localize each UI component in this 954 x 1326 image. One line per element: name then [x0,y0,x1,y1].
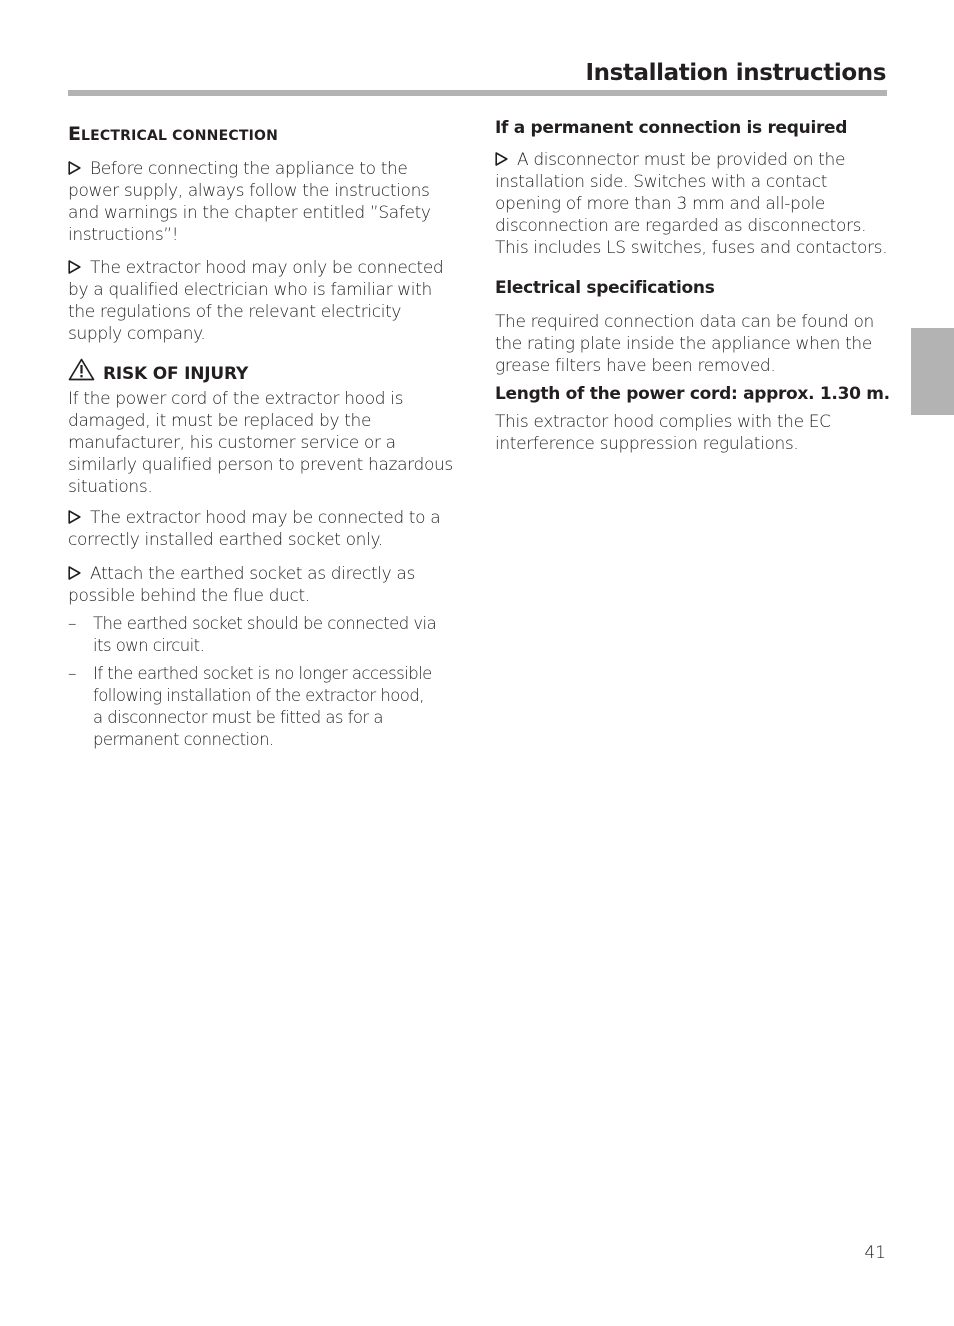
list-item: – The earthed socket should be connected via its own circuit. [68,614,437,655]
list-item: – If the earthed socket is no longer accessible following installation of the extractor hood, a disconnector must be fitted as for a permanent connection. [68,664,432,749]
triangle-arrow-icon [68,161,81,175]
instruction-step-disconnector: A disconnector must be provided on the installation side. Switches with a contact opening of more than 3 mm and all-pole disconnection are regarded as disconnectors. This includes LS switches, fuses and contactors. [495,150,888,258]
triangle-arrow-icon [68,260,81,274]
warning-title: RISK OF INJURY [103,364,249,384]
instruction-step-electrician: The extractor hood may only be connected by a qualified electrician who is familiar with the regulations of the relevant electricity supply company. [68,258,444,344]
dash-bullet: – [68,614,77,634]
triangle-arrow-icon [68,566,81,580]
page-title: Installation instructions [585,60,886,86]
triangle-arrow-icon [68,510,81,524]
section-title-electrical-specifications: Electrical specifications [495,278,715,298]
section-title-permanent-connection: If a permanent connection is required [495,118,848,138]
dash-bullet: – [68,664,77,684]
instruction-step-attach-socket: Attach the earthed socket as directly as possible behind the flue duct. [68,564,415,606]
specifications-text: The required connection data can be found on the rating plate inside the appliance when the grease filters have been removed. [495,312,874,376]
triangle-arrow-icon [495,152,508,166]
chapter-tab-marker [911,328,954,415]
instruction-step-earthed-socket: The extractor hood may be connected to a correctly installed earthed socket only. [68,508,441,550]
instruction-step-safety: Before connecting the appliance to the power supply, always follow the instructions and warnings in the chapter entitled ”Safety instructions”! [68,159,431,245]
page-number: 41 [864,1243,886,1263]
warning-risk-of-injury: RISK OF INJURY If the power cord of the extractor hood is damaged, it must be replaced by the manufacturer, his customer service or a similarly qualified person to prevent hazardous situations. [68,358,458,498]
warning-triangle-icon [68,358,95,381]
power-cord-length: Length of the power cord: approx. 1.30 m. [495,384,890,404]
ec-compliance-text: This extractor hood complies with the EC interference suppression regulations. [495,412,831,454]
section-title-electrical-connection: ELECTRICAL CONNECTION [68,123,279,145]
header-rule [68,90,887,96]
